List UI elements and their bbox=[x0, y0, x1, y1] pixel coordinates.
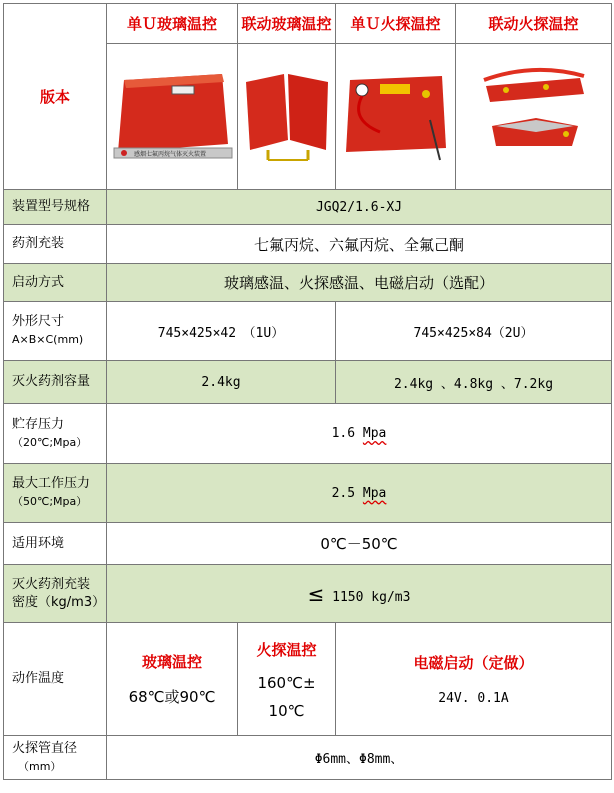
density-label bbox=[4, 565, 107, 623]
capacity-label: 灭火药剂容量 bbox=[4, 361, 107, 404]
product-image-cell-1 bbox=[107, 44, 238, 190]
storage-pressure-label-line-2: （20℃;Mpa） bbox=[12, 435, 88, 449]
storage-pressure-label bbox=[4, 404, 107, 464]
max-pressure-value bbox=[107, 464, 612, 523]
panel-text: 感烟七氟丙烷气体灭火装置 bbox=[134, 150, 207, 158]
storage-pressure-number: 1.6 bbox=[331, 426, 363, 441]
tube-label-line-2: （mm） bbox=[18, 759, 62, 773]
environment-value: 0℃－50℃ bbox=[107, 523, 612, 565]
density-number: 1150 kg/m3 bbox=[324, 589, 411, 605]
product-linked-glass-photo bbox=[240, 60, 334, 170]
max-pressure-unit: Mpa bbox=[362, 485, 387, 501]
density-symbol: ≤ bbox=[307, 581, 325, 606]
max-pressure-label-line-1: 最大工作压力 bbox=[12, 476, 91, 491]
density-label-line-2: 密度（kg/m3） bbox=[12, 594, 106, 610]
product-image-cell-4 bbox=[456, 44, 612, 190]
tube-label-line-1: 火探管直径 bbox=[12, 740, 78, 756]
size-label bbox=[4, 302, 107, 361]
product-single-u-glass-photo bbox=[110, 60, 234, 170]
version-label: 版本 bbox=[39, 88, 70, 106]
size-label-line-2: A×B×C(mm) bbox=[12, 333, 84, 346]
capacity-value-1: 2.4kg bbox=[107, 361, 336, 404]
glass-temp-value: 68℃或90℃ bbox=[128, 688, 216, 706]
density-label-line-1: 灭火药剂充装 bbox=[12, 576, 91, 592]
size-label-line-1: 外形尺寸 bbox=[12, 314, 65, 329]
density-value bbox=[107, 565, 612, 623]
agent-label: 药剂充装 bbox=[4, 225, 107, 264]
max-pressure-label-line-2: （50℃;Mpa） bbox=[12, 495, 88, 508]
size-value-2u: 745×425×84（2U） bbox=[336, 302, 612, 361]
storage-pressure-value bbox=[107, 404, 612, 464]
model-value: JGQ2/1.6-XJ bbox=[107, 190, 612, 225]
elec-start-title: 电磁启动（定做） bbox=[413, 654, 534, 672]
action-temp-label: 动作温度 bbox=[4, 623, 107, 736]
spec-table bbox=[3, 3, 612, 780]
tube-label bbox=[4, 736, 107, 780]
product-image-cell-2 bbox=[238, 44, 336, 190]
start-label: 启动方式 bbox=[4, 264, 107, 302]
model-label: 装置型号规格 bbox=[4, 190, 107, 225]
capacity-value-2: 2.4kg 、4.8kg 、7.2kg bbox=[336, 361, 612, 404]
col-header-single-u-glass: 单Ｕ玻璃温控 bbox=[107, 4, 238, 44]
version-label-cell bbox=[4, 4, 107, 190]
start-value: 玻璃感温、火探感温、电磁启动（选配） bbox=[107, 264, 612, 302]
storage-pressure-unit: Mpa bbox=[362, 426, 387, 441]
max-pressure-label bbox=[4, 464, 107, 523]
environment-label: 适用环境 bbox=[4, 523, 107, 565]
product-linked-fire-photo bbox=[476, 60, 592, 170]
fire-temp-title: 火探温控 bbox=[256, 640, 317, 659]
fire-temp-cell bbox=[238, 623, 336, 736]
elec-start-value: 24V. 0.1A bbox=[438, 691, 509, 706]
tube-value: Φ6mm、Φ8mm、 bbox=[107, 736, 612, 780]
product-image-cell-3 bbox=[336, 44, 456, 190]
fire-temp-value-1: 160℃± bbox=[257, 673, 316, 692]
col-header-single-u-fire: 单Ｕ火探温控 bbox=[336, 4, 456, 44]
col-header-linked-fire: 联动火探温控 bbox=[456, 4, 612, 44]
col-header-linked-glass: 联动玻璃温控 bbox=[238, 4, 336, 44]
size-value-1u: 745×425×42 （1U） bbox=[107, 302, 336, 361]
agent-value: 七氟丙烷、六氟丙烷、全氟己酮 bbox=[107, 225, 612, 264]
max-pressure-number: 2.5 bbox=[331, 485, 363, 501]
elec-start-cell bbox=[336, 623, 612, 736]
fire-temp-value-2: 10℃ bbox=[268, 701, 305, 720]
glass-temp-title: 玻璃温控 bbox=[141, 653, 202, 671]
glass-temp-cell bbox=[107, 623, 238, 736]
product-single-u-fire-photo bbox=[340, 60, 452, 170]
storage-pressure-label-line-1: 贮存压力 bbox=[12, 416, 65, 432]
